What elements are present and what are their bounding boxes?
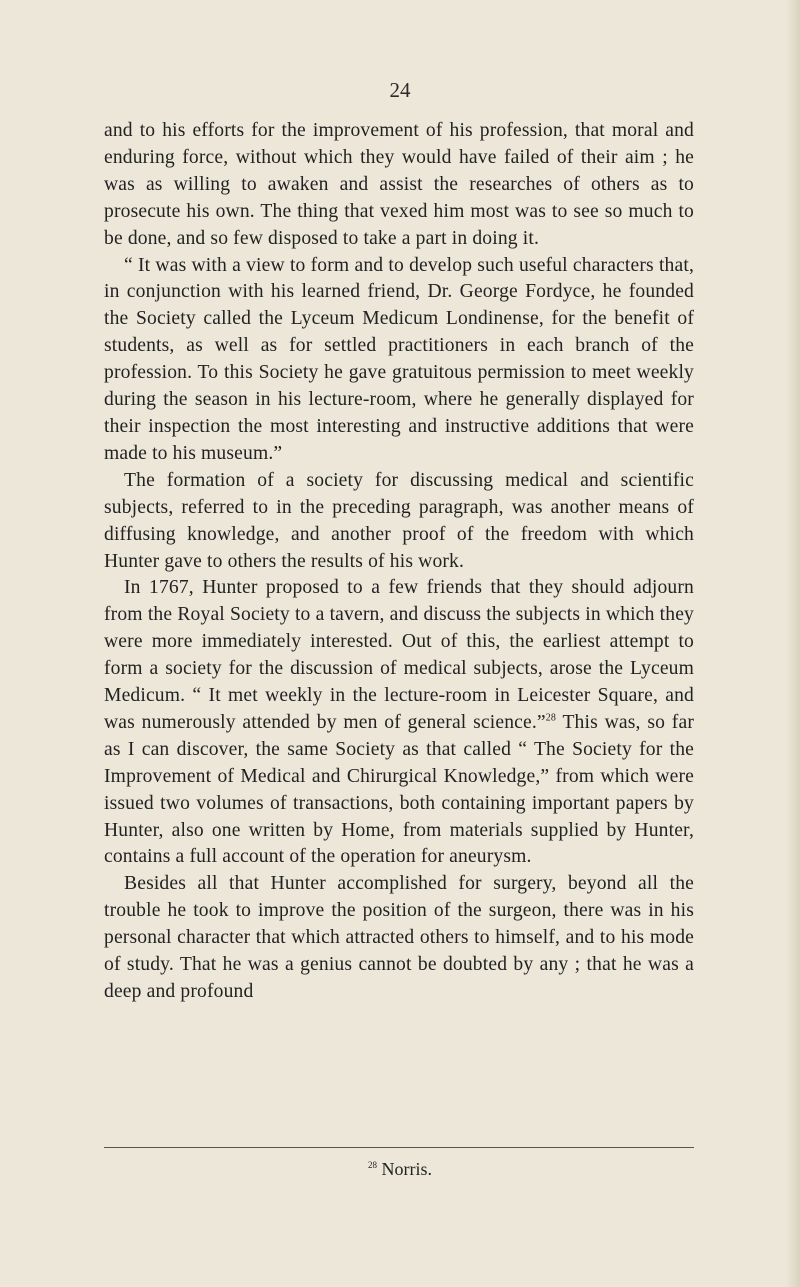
paragraph-4-text-b: This was, so far as I can discover, the same Society as that called “ The Society for the Improvement of Medical and Chirurgical Knowledge,” from which were issued two volumes of transactions, both containing important papers by Hunter, also one written by Home, from materials supplied by Hunter, contains a full account of the operation for aneurysm. <box>104 711 694 868</box>
body-text <box>104 118 694 1006</box>
paragraph-5: Besides all that Hunter accomplished for surgery, beyond all the trouble he took to improve the position of the surgeon, there was in his personal character that which attracted others to himself, and to his mode of study. That he was a genius cannot be doubted by any ; that he was a deep and profound <box>104 873 694 1002</box>
footnote-number: 28 <box>368 1160 377 1170</box>
footnote-text: Norris. <box>377 1159 432 1179</box>
page-edge-shadow <box>786 0 800 1287</box>
paragraph-2: “ It was with a view to form and to develop such useful characters that, in conjunction with his learned friend, Dr. George Fordyce, he founded the Society called the Lyceum Medicum Londinense, for the benefit of students, as well as for settled practitioners in each branch of the profession. To this Society he gave gratuitous permission to meet weekly during the season in his lecture-room, where he generally displayed for their inspection the most interesting and instructive additions that were made to his museum.” <box>104 254 694 464</box>
footnote-reference-28: 28 <box>545 712 557 724</box>
footnote <box>0 1159 800 1180</box>
page-number: 24 <box>389 78 411 102</box>
paragraph-3: The formation of a society for discussing medical and scientific subjects, referred to in the preceding paragraph, was another means of diffusing knowledge, and another proof of the freedom with which Hunter gave to others the results of his work. <box>104 469 694 572</box>
paragraph-1: and to his efforts for the improvement of his profession, that moral and enduring force, without which they would have failed of their aim ; he was as willing to awaken and assist the researches of others as to prosecute his own. The thing that vexed him most was to see so much to be done, and so few disposed to take a part in doing it. <box>104 120 694 249</box>
footnote-divider <box>104 1147 694 1148</box>
paragraph-4-text-a: In 1767, Hunter proposed to a few friends that they should adjourn from the Royal Society to a tavern, and discuss the subjects in which they were more immediately interested. Out of this, the earliest attempt to form a society for the discussion of medical subjects, arose the Lyceum Medicum. “ It met weekly in the lecture-room in Leicester Square, and was numerously attended by men of general science.” <box>104 577 694 733</box>
paragraph-4 <box>104 575 694 871</box>
